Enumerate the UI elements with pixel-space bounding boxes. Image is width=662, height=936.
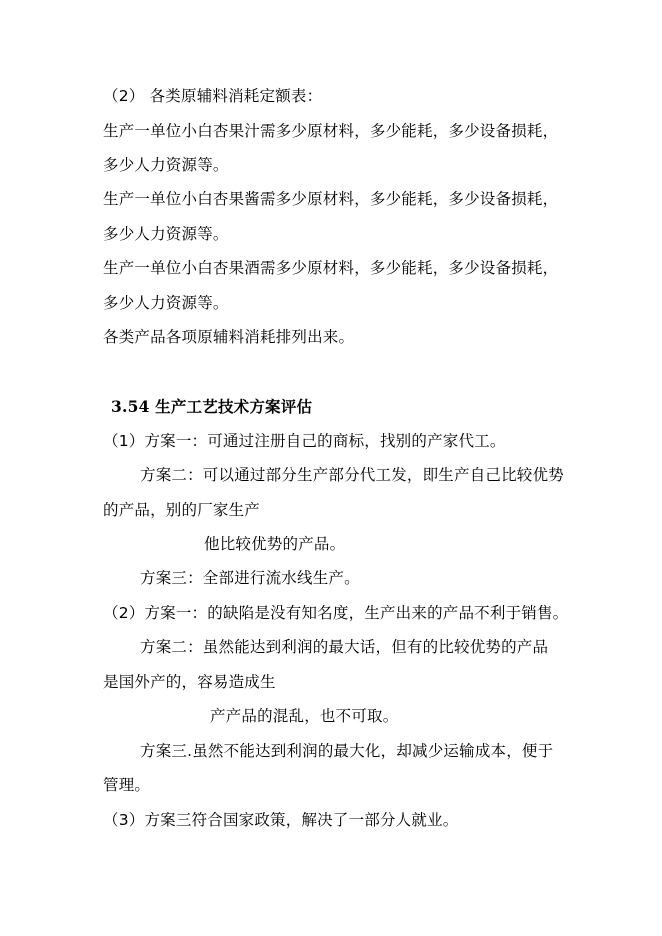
paragraph-line: 多少人力资源等。 [103, 156, 229, 174]
section1-title: （2） 各类原辅料消耗定额表： [103, 87, 323, 105]
paragraph-line: 多少人力资源等。 [103, 294, 229, 312]
paragraph-line: 他比较优势的产品。 [204, 535, 346, 553]
paragraph-line: （1）方案一：可通过注册自己的商标，找别的产家代工。 [103, 432, 506, 450]
paragraph-line: （2）方案一：的缺陷是没有知名度，生产出来的产品不利于销售。 [103, 604, 569, 622]
paragraph-line: 方案三.虽然不能达到利润的最大化，却减少运输成本，便于 [140, 742, 554, 760]
paragraph-line: 生产一单位小白杏果酱需多少原材料，多少能耗，多少设备损耗， [103, 190, 559, 208]
paragraph-line: （3）方案三符合国家政策，解决了一部分人就业。 [103, 811, 459, 829]
paragraph-line: 是国外产的，容易造成生 [103, 673, 276, 691]
section-heading: 3.54 生产工艺技术方案评估 [111, 397, 313, 416]
paragraph-line: 生产一单位小白杏果酒需多少原材料，多少能耗，多少设备损耗， [103, 259, 559, 277]
paragraph-line: 方案二：可以通过部分生产部分代工发，即生产自己比较优势 [140, 466, 564, 484]
paragraph-line: 方案二：虽然能达到利润的最大话，但有的比较优势的产品 [140, 638, 549, 656]
paragraph-line: 产产品的混乱，也不可取。 [210, 707, 399, 725]
paragraph-line: 管理。 [103, 776, 151, 794]
paragraph-line: 多少人力资源等。 [103, 225, 229, 243]
paragraph-line: 方案三：全部进行流水线生产。 [140, 569, 360, 587]
paragraph-line: 的产品，别的厂家生产 [103, 501, 261, 519]
paragraph-line: 各类产品各项原辅料消耗排列出来。 [103, 328, 355, 346]
paragraph-line: 生产一单位小白杏果汁需多少原材料，多少能耗，多少设备损耗， [103, 122, 559, 140]
